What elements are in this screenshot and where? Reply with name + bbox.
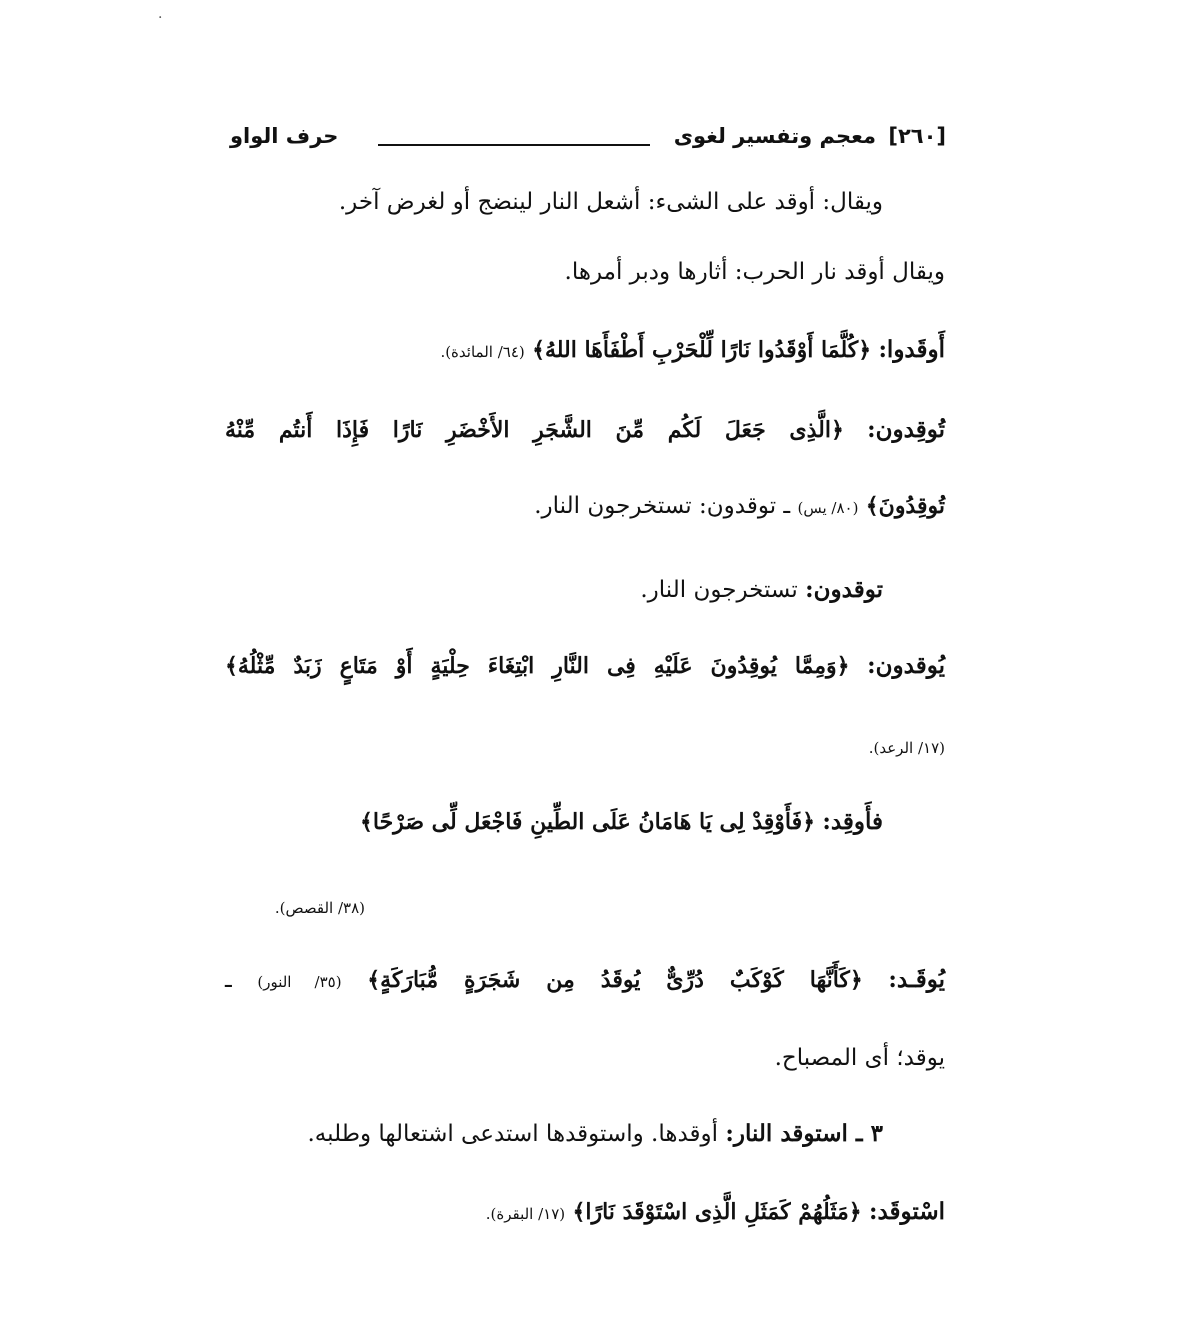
citation-line [225,730,945,762]
entry-term: تُوقِدون: [867,416,945,443]
header-rule [378,144,650,146]
verse-citation: (١٧/ البقرة). [485,1205,566,1223]
entry-line [225,650,945,682]
entry-line [225,574,945,606]
quran-verse: ﴿الَّذِى جَعَلَ لَكُم مِّنَ الشَّجَرِ الأَخْضَرِ نَارًا فَإِذَا أَنتُم مِّنْهُ [225,417,844,443]
entry-line [225,806,945,838]
page-header [230,124,946,158]
verse-citation: (٨٠/ يس) [797,499,859,517]
entry-line [225,1118,945,1150]
quran-verse: ﴿وَمِمَّا يُوقِدُونَ عَلَيْهِ فِى النَّارِ ابْتِغَاءَ حِلْيَةٍ أَوْ مَتَاعٍ زَبَدٌ مِّثْلُهُ﴾ [225,653,850,679]
entry-term: فأَوقِد: [822,808,883,835]
entry-line [225,490,945,522]
definition-text: تستخرجون النار. [640,577,798,603]
entry-term: أَوقَدوا: [878,336,945,363]
entry-term: ٣ ـ استوقد النار: [725,1120,883,1147]
entry-term: توقدون: [805,576,883,603]
entry-line [225,334,945,366]
definition-text: أوقدها. واستوقدها استدعى اشتعالها وطلبه. [307,1121,719,1147]
verse-citation: (٣٥/ النور) [257,973,342,991]
quran-verse: ﴿مَثَلُهُمْ كَمَثَلِ الَّذِى اسْتَوْقَدَ نَارًا﴾ [572,1199,862,1225]
entry-line [225,964,945,996]
definition-text: ـ توقدون: تستخرجون النار. [534,493,791,519]
verse-citation: (٦٤/ المائدة). [440,343,525,361]
page-number: [٢٦٠] [888,124,946,148]
entry-term: اسْتوقَد: [868,1198,945,1225]
quran-verse: تُوقِدُونَ﴾ [865,493,945,519]
entry-line [225,1196,945,1228]
quran-verse: ﴿كُلَّمَا أَوْقَدُوا نَارًا لِّلْحَرْبِ أَطْفَأَهَا اللهُ﴾ [532,337,872,363]
text-line: ويقال: أوقد على الشىء: أشعل النار لينضج أو لغرض آخر. [338,189,883,215]
entry-line [225,414,945,446]
text-line: يوقد؛ أى المصباح. [774,1045,945,1071]
book-title: معجم وتفسير لغوى [673,124,876,148]
quran-verse: ﴿كَأَنَّهَا كَوْكَبٌ دُرِّىٌّ يُوقَدُ مِن شَجَرَةٍ مُّبَارَكَةٍ﴾ [367,967,863,993]
text-line: ويقال أوقد نار الحرب: أثارها ودبر أمرها. [564,259,945,285]
quran-verse: ﴿فَأَوْقِدْ لِى يَا هَامَانُ عَلَى الطِّينِ فَاجْعَل لِّى صَرْحًا﴾ [359,809,816,835]
citation-line [225,890,945,922]
entry-term: يُوقدون: [867,652,946,679]
entry-term: يُوقَـد: [888,966,946,993]
scan-speck: · [158,10,163,26]
verse-citation: (١٧/ الرعد). [868,739,945,757]
definition-text: ـ [225,967,232,993]
section-title: حرف الواو [230,124,339,148]
verse-citation: (٣٨/ القصص). [274,899,365,917]
